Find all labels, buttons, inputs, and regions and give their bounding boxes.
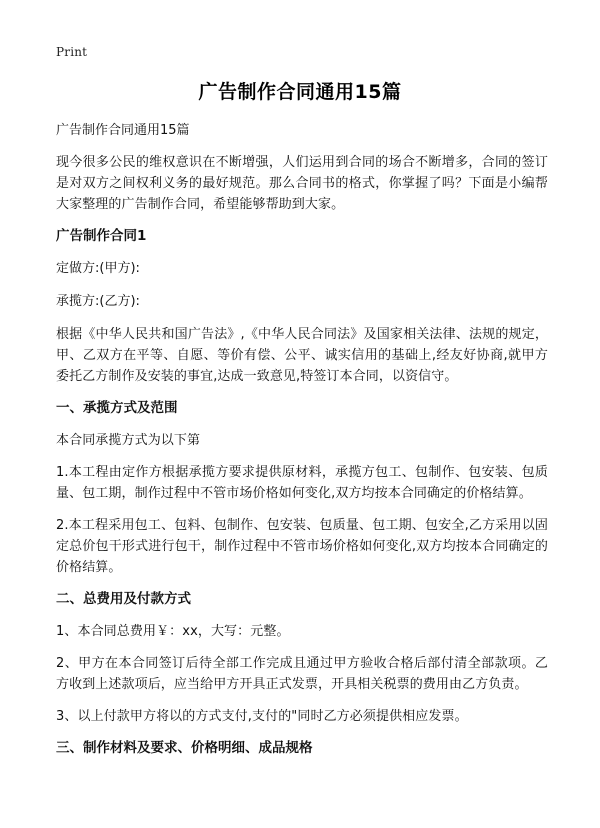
section2-item3: 3、以上付款甲方将以的方式支付,支付的"同时乙方必须提供相应发票。 bbox=[56, 709, 468, 724]
section3-heading: 三、制作材料及要求、价格明细、成品规格 bbox=[56, 740, 313, 756]
print-label: Print bbox=[56, 45, 88, 59]
intro-paragraph: 现今很多公民的维权意识在不断增强，人们运用到合同的场合不断增多，合同的签订是对双方之间权利义务的最好规范。那么合同书的格式，你掌握了吗？下面是小编帮大家整理的广告制作合同，希望能够帮助到大家。 bbox=[56, 155, 548, 212]
document-body bbox=[56, 120, 548, 770]
section2-item2: 2、甲方在本合同签订后待全部工作完成且通过甲方验收合格后部付清全部款项。乙方收到上述款项后，应当给甲方开具正式发票，开具相关税票的费用由乙方负责。 bbox=[56, 656, 548, 692]
document-subtitle: 广告制作合同通用15篇 bbox=[56, 123, 190, 138]
section1-item1: 1.本工程由定作方根据承揽方要求提供原材料，承揽方包工、包制作、包安装、包质量、包工期，制作过程中不管市场价格如何变化,双方均按本合同确定的价格结算。 bbox=[56, 465, 548, 501]
contract-heading: 广告制作合同1 bbox=[56, 228, 147, 244]
section1-heading: 一、承揽方式及范围 bbox=[56, 400, 178, 416]
preamble-paragraph: 根据《中华人民共和国广告法》,《中华人民合同法》及国家相关法律、法规的规定，甲、乙双方在平等、自愿、等价有偿、公平、诚实信用的基础上,经友好协商,就甲方委托乙方制作及安装的事宜,达成一致意见,特签订本合同，以资信守。 bbox=[56, 327, 548, 384]
party-b-field: 承揽方:(乙方): bbox=[56, 294, 140, 309]
party-a-field: 定做方:(甲方): bbox=[56, 261, 140, 276]
section2-heading: 二、总费用及付款方式 bbox=[56, 591, 191, 607]
section1-item2: 2.本工程采用包工、包料、包制作、包安装、包质量、包工期、包安全,乙方采用以固定总价包干形式进行包干，制作过程中不管市场价格如何变化,双方均按本合同确定的价格结算。 bbox=[56, 518, 548, 575]
section2-item1: 1、本合同总费用￥：xx，大写：元整。 bbox=[56, 624, 290, 639]
document-title: 广告制作合同通用15篇 bbox=[198, 81, 402, 103]
section1-lead: 本合同承揽方式为以下第 bbox=[56, 433, 201, 448]
